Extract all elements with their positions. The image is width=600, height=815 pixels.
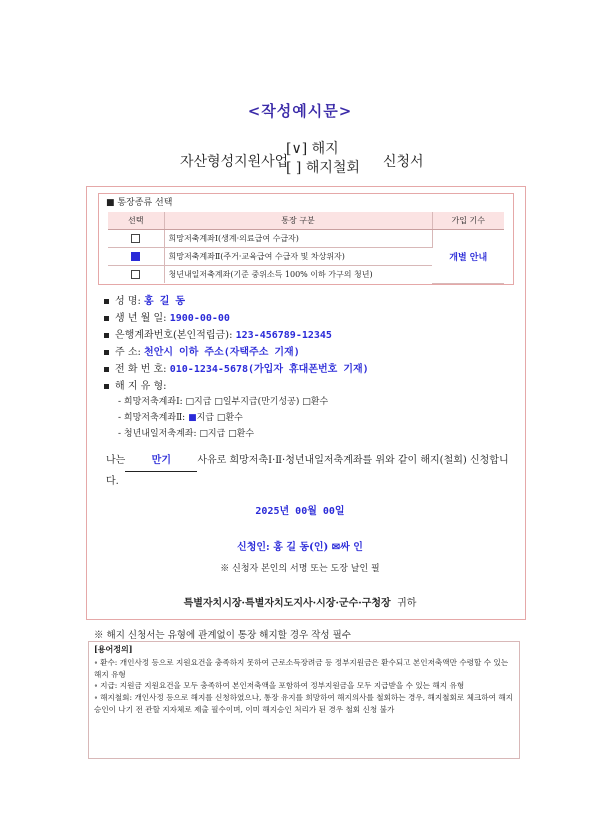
bullet-icon: [104, 350, 109, 355]
field-bank-account: 은행계좌번호(본인적립금): 123-456789-12345: [104, 326, 332, 341]
type-row-hope-2: - 희망저축계좌Ⅱ: ■지급 □환수: [118, 413, 243, 423]
join-period-value: 개별 안내: [432, 230, 504, 284]
checkbox-partial-pay[interactable]: □: [214, 397, 223, 407]
type-row-youth: - 청년내일저축계좌: □지급 □환수: [118, 429, 255, 439]
bullet-icon: [104, 299, 109, 304]
caution-note: ※ 해지 신청서는 유형에 관계없이 통장 해지할 경우 작성 필수: [94, 630, 351, 641]
option-withdraw: [ ] 해지철회: [286, 160, 360, 176]
destination: 특별자치시장·특별자치도지사·시장·군수·구청장 귀하: [183, 598, 417, 609]
bullet-icon: [104, 367, 109, 372]
glossary-item-refund: ∘ 환수: 개인사정 등으로 지원요건을 충족하지 못하여 근로소득장려금 등 정부지원금은 환수되고 본인저축액만 수령할 수 있는 해지 유형: [94, 658, 509, 679]
field-cancel-type: 해 지 유 형:: [104, 377, 167, 392]
header-account-type: 통장 구분: [164, 212, 432, 230]
glossary-item-withdraw: ∘ 해지철회: 개인사정 등으로 해지를 신청하였으나, 통장 유지를 희망하여 해지의사를 철회하는 경우, 해지철회로 체크하여 해지 승인이 나기 전 관할 지자체로 제출 필수이며, 이미 해지승인 처리가 된 경우 철회 신청 불가: [94, 693, 514, 714]
value-bank-account[interactable]: 123-456789-12345: [235, 330, 332, 341]
checkbox-refund[interactable]: □: [228, 429, 237, 439]
checkbox-pay[interactable]: ■: [188, 413, 197, 423]
checkbox-youth[interactable]: [131, 270, 140, 279]
checkbox-pay[interactable]: □: [199, 429, 208, 439]
account-name: 희망저축계좌Ⅰ(생계·의료급여 수급자): [164, 230, 432, 248]
table-row: [108, 230, 504, 248]
title-tail: 신청서: [383, 154, 424, 170]
field-phone: 전 화 번 호: 010-1234-5678(가입자 휴대폰번호 기재): [104, 360, 369, 375]
title-options: [286, 140, 360, 178]
account-name: 희망저축계좌Ⅱ(주거·교육급여 수급자 및 차상위자): [164, 248, 432, 266]
value-phone[interactable]: 010-1234-5678(가입자 휴대폰번호 기재): [169, 364, 369, 375]
checkbox-hope-1[interactable]: [131, 234, 140, 243]
header-join-period: 가입 기수: [432, 212, 504, 230]
field-address: 주 소: 천안시 이하 주소(자택주소 기재): [104, 343, 300, 358]
checkbox-refund[interactable]: □: [216, 413, 226, 423]
reason-blank[interactable]: 만기: [125, 451, 197, 472]
application-date[interactable]: 2025년 00월 00일: [255, 506, 345, 517]
checkbox-hope-2[interactable]: [131, 252, 140, 261]
bullet-icon: [104, 384, 109, 389]
option-cancel: [∨] 해지: [286, 141, 339, 157]
signature-note: ※ 신청자 본인의 서명 또는 도장 날인 필: [220, 564, 380, 574]
type-row-hope-1: - 희망저축계좌Ⅰ: □지급 □일부지급(만기성공) □환수: [118, 397, 329, 407]
account-table: [108, 212, 504, 284]
glossary-item-pay: ∘ 지급: 지원금 지원요건을 모두 충족하여 본인저축액을 포함하여 정부지원금을 모두 지급받을 수 있는 해지 유형: [94, 681, 465, 690]
reason-statement: 나는 만기 사유로 희망저축Ⅰ·Ⅱ·청년내일저축계좌를 위와 같이 해지(철회) 신청합니다.: [106, 451, 516, 492]
example-heading: <작성예시문>: [247, 102, 353, 120]
applicant-signature[interactable]: 신청인: 홍 길 동(인) ✉싸 인: [237, 542, 363, 553]
value-name[interactable]: 홍 길 동: [144, 296, 186, 307]
value-address[interactable]: 천안시 이하 주소(자택주소 기재): [144, 347, 300, 358]
field-name: 성 명: 홍 길 동: [104, 292, 185, 307]
value-birthdate[interactable]: 1900-00-00: [169, 313, 230, 324]
checkbox-refund[interactable]: □: [302, 397, 311, 407]
bullet-icon: [104, 333, 109, 338]
bullet-icon: [104, 316, 109, 321]
header-select: 선택: [108, 212, 164, 230]
field-birthdate: 생 년 월 일: 1900-00-00: [104, 309, 230, 324]
checkbox-pay[interactable]: □: [185, 397, 195, 407]
title-main: 자산형성지원사업: [180, 154, 289, 170]
account-section-title: ■ 통장종류 선택: [106, 198, 173, 208]
glossary-title: [용어정의]: [94, 644, 133, 654]
account-name: 청년내일저축계좌(기준 중위소득 100% 이하 가구의 청년): [168, 270, 373, 279]
